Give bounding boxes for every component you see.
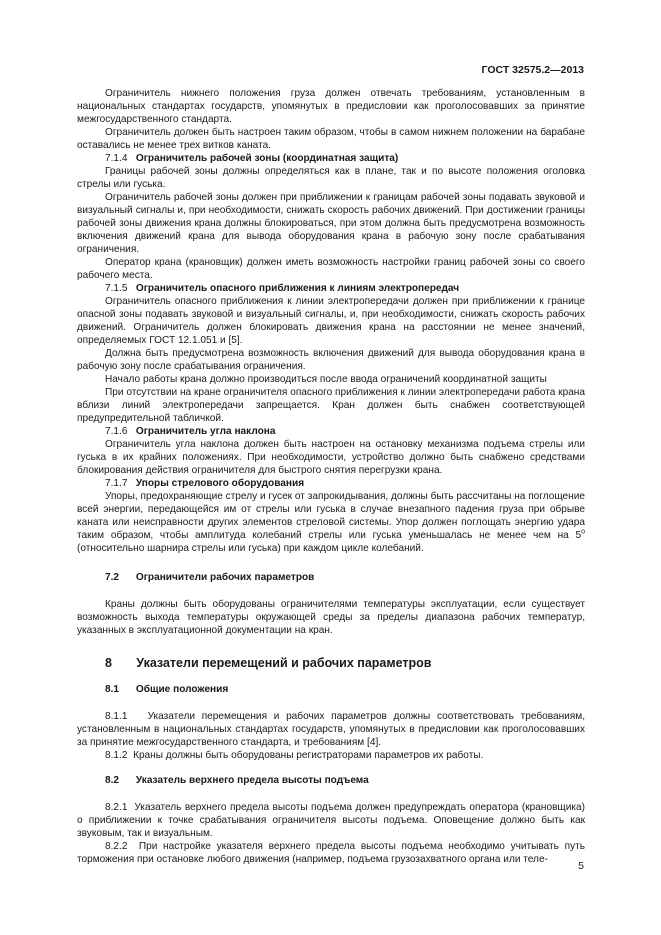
paragraph <box>77 801 585 840</box>
section-title: Указатели перемещений и рабочих параметров <box>136 656 432 670</box>
paragraph: Должна быть предусмотрена возможность включения движений для вывода оборудования крана в рабочую зону после срабатывания ограничения. <box>77 348 585 372</box>
paragraph <box>77 490 585 555</box>
clause-number: 8.2.1 <box>105 802 128 813</box>
section-title: Ограничитель рабочей зоны (координатная защита) <box>135 153 399 164</box>
paragraph: Ограничитель опасного приближения к линии электропередачи должен при приближении к границе опасной зоны подавать звуковой и визуальный сигналы, и, при необходимости, снижать скорость рабочих движений. Ограничитель должен блокировать движения крана на расстоянии не менее значений, определяемых ГОСТ 12.1.051 и [5]. <box>77 296 585 346</box>
section-number: 7.1.6 <box>105 426 128 437</box>
paragraph: Ограничитель угла наклона должен быть настроен на остановку механизма подъема стрелы или гуська в их крайних положениях. При необходимости, устройство должно быть снабжено средствами блокирования действия ограничителя для быстрого снятия перегрузки крана. <box>77 439 585 476</box>
section-heading-7-1-7 <box>77 477 585 490</box>
clause-number: 8.1.2 <box>105 750 128 761</box>
section-number: 7.2 <box>105 572 120 583</box>
section-heading-8 <box>77 655 585 671</box>
clause-text: При настройке указателя верхнего предела высоты подъема необходимо учитывать путь торможения при остановке любого движения (например, подъема грузозахватного органа или теле- <box>77 841 586 865</box>
paragraph: Начало работы крана должно производиться после ввода ограничений координатной защиты <box>105 374 547 385</box>
section-title: Ограничитель угла наклона <box>135 426 276 437</box>
clause-number: 8.2.2 <box>105 841 128 852</box>
section-heading-8-1 <box>77 683 585 696</box>
section-title: Упоры стрелового оборудования <box>135 478 305 489</box>
text-run: Упоры, предохраняющие стрелу и гусек от запрокидывания, должны быть рассчитаны на поглощение всей энергии, передающейся им от стрелы или гуська в случае внезапного падения груза при обрыве каната или неисправности других элементов стреловой системы. Упор должен поглощать энергию удара таким образом, чтобы амплитуда колебаний стрелы или гуська уменьшалась не менее чем на 5 <box>77 491 585 541</box>
section-heading-7-1-6 <box>77 425 585 438</box>
section-number: 7.1.7 <box>105 478 128 489</box>
section-heading-7-1-5 <box>77 282 585 295</box>
paragraph: При отсутствии на кране ограничителя опасного приближения к линии электропередачи работа крана вблизи линий электропередачи запрещается. Кран должен быть снабжен соответствующей предупредительной табличкой. <box>77 387 585 424</box>
paragraph: Ограничитель нижнего положения груза должен отвечать требованиям, установленным в национальных стандартах государств, упомянутых в предисловии как проголосовавших за принятие межгосударственного стандарта. <box>77 88 585 125</box>
section-title: Общие положения <box>135 684 229 695</box>
clause-text: Указатель верхнего предела высоты подъема должен предупреждать оператора (крановщика) о приближении к точке срабатывания ограничителя высоты подъема. Оповещение должно быть как звуковым, так и визуальным. <box>77 802 585 839</box>
paragraph: Ограничитель должен быть настроен таким образом, чтобы в самом нижнем положении на барабане оставались не менее трех витков каната. <box>77 127 585 151</box>
section-heading-7-1-4 <box>77 152 585 165</box>
paragraph <box>77 749 585 762</box>
text-run: (относительно шарнира стрелы или гуська) при каждом цикле колебаний. <box>77 543 424 554</box>
paragraph: Краны должны быть оборудованы ограничителями температуры эксплуатации, если существует возможность выхода температуры окружающей среды за пределы диапазона рабочих температур, указанных в эксплуатационной документации на кран. <box>77 599 585 636</box>
clause-text: Краны должны быть оборудованы регистраторами параметров их работы. <box>133 750 484 761</box>
section-number: 8.2 <box>105 775 120 786</box>
section-number: 8 <box>105 656 112 670</box>
paragraph <box>77 710 585 749</box>
clause-text: Указатели перемещения и рабочих параметров должны соответствовать требованиям, установленным в национальных стандартах государств, упомянутых в предисловии как проголосовавших за принятие межгосударственного стандарта, и требованиям [4]. <box>77 711 585 748</box>
paragraph <box>77 840 585 866</box>
section-number: 8.1 <box>105 684 120 695</box>
section-heading-8-2 <box>77 774 585 787</box>
section-title: Ограничители рабочих параметров <box>135 572 315 583</box>
section-title: Ограничитель опасного приближения к линиям электропередач <box>135 283 460 294</box>
section-title: Указатель верхнего предела высоты подъема <box>135 775 369 786</box>
paragraph: Оператор крана (крановщик) должен иметь возможность настройки границ рабочей зоны со своего рабочего места. <box>77 257 585 281</box>
section-heading-7-2 <box>77 571 585 584</box>
section-number: 7.1.5 <box>105 283 128 294</box>
clause-number: 8.1.1 <box>105 711 128 722</box>
paragraph: Ограничитель рабочей зоны должен при приближении к границам рабочей зоны подавать звуковой и визуальный сигналы и, при необходимости, снижать скорость рабочих движений. При достижении границы рабочей зоны движения крана должны блокироваться, при этом должна быть предусмотрена возможность включения движений крана для вывода оборудования крана в рабочую зону после срабатывания ограничения. <box>77 192 585 255</box>
page-number: 5 <box>578 860 584 872</box>
paragraph: Границы рабочей зоны должны определяться как в плане, так и по высоте положения оголовка стрелы или гуська. <box>77 166 585 190</box>
section-number: 7.1.4 <box>105 153 128 164</box>
standard-number: ГОСТ 32575.2—2013 <box>481 64 584 76</box>
degree-sign: o <box>581 528 585 536</box>
page-content <box>77 87 585 866</box>
